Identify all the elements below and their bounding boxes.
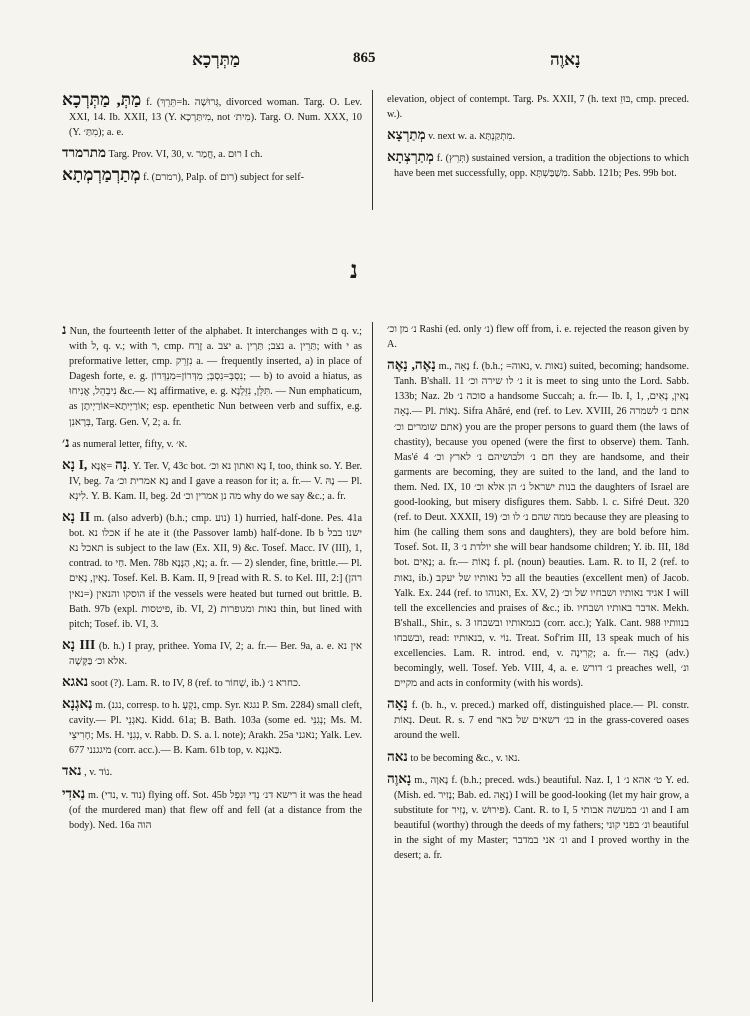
entry	[62, 167, 362, 185]
entry-headword: נ׳	[62, 434, 70, 450]
entry	[387, 696, 689, 743]
entry-body: f. (b. h., v. preced.) marked off, distinguished place.— Pl. constr. נְאוֹת. Deut. R. s. 7 end בנ׳ דשאים של באר in the grass-covered oases around the well.	[394, 700, 690, 742]
entry-body: m. (נדי, v. נוד) flying off. Sot. 45b רישא דנ׳ נְדִי וּנִפְל it was the head (of the murdered man) that flew off and fell (at a distance from the body). Ned. 16a הוה	[69, 789, 363, 831]
entry-headword: נָא III	[62, 636, 96, 652]
entry-headword: נאגא	[62, 673, 89, 689]
entry	[62, 763, 362, 780]
entry-body: נ׳ מן וכ׳ Rashi (ed. only נ׳) flew off from, i. e. rejected the reason given by A.	[387, 324, 689, 351]
entry-body: m. (also adverb) (b.h.; cmp. נוע) 1) hurried, half-done. Pes. 41a bot. אכלו נא if he ate it (the Passover lamb) half-done. Ib b ישנו בבל תאכל נא is subject to the law (Ex. XII, 9) &c. Tosef. Macc. IV (III), 1, contrad. to חַי. Men. 78b נָא, הַנָּנָא; a. fr. — 2) slender, fine, brittle.— Pl. נָאִין, נָאִים. Tosef. Kel. B. Kam. II, 9 [read with R. S. to Kel. III, 2:] (רהן נאין=) הוסקו והנאין if the vessels were heated but turned out brittle. B. Bath. 97b (expl. פיטסות, ib. VI, 2) נאות ומגופרות thin, but lined with pitch; Tosef. ib. VI, 3.	[69, 513, 363, 630]
column-rule-top	[372, 90, 373, 210]
entry-body: =אֲנָא. Y. Ter. V, 43c bot. נָא ואתון נא וכ׳ I, too, think so. Y. Ber. IV, beg. 7a נָא אמרית וכ׳ and I gave a reason for it; a. fr.— V. נָהּ — Pl. לִינְא. Y. B. Kam. II, beg. 2d מה נן אמרין וכ׳ why do we say &c.; a. fr.	[69, 460, 363, 502]
entry	[387, 771, 689, 864]
entry	[62, 457, 362, 504]
entry-headword: נָא I, נָה	[62, 456, 128, 472]
page-number: 865	[353, 50, 376, 66]
entry-headword: נָאֶה, נָאֶה	[387, 357, 436, 373]
entry-body: elevation, object of contempt. Targ. Ps. XXII, 7 (h. text בּוּזֵ, cmp. preced. w.).	[387, 94, 690, 121]
entry-body: to be becoming &c., v. נאו.	[410, 752, 520, 764]
entry	[62, 145, 362, 162]
entry-headword: נאה	[387, 748, 408, 764]
left-column	[62, 322, 362, 838]
entry	[62, 435, 362, 452]
entry-headword: נ	[62, 322, 67, 337]
entry-body: , v. נוֹד.	[84, 767, 113, 779]
right-guide-word: נָאוֶה	[550, 50, 581, 69]
entry-headword: נַאדִי	[62, 785, 86, 801]
entry-headword: מְתַרְמַרְמְתָא	[62, 165, 141, 185]
entry-body: m., נָאָה f. (b.h.; =נאוה, v. נאות) suited, becoming; handsome. Tanh. B'shall. 11 נ׳ לו שירה וכ׳ it is meet to sing unto the Lord. Sabb. 133b; Naz. 2b סוכה נ׳ a handsome Succah; a. fr.— Ib. I, 1, נָאִין, נָאִים, נָאָה.— Pl. נָאוֹת. Sifra Ahăré, end (ref. to Lev. XVIII, 26 אתם נ׳ לשמרה אתם שומרים וכ׳) you are the proper persons to guard them (the laws of chastity), because you opened (were the first to observe) them. Tanh. Mas'é 4 חם נ׳ ולבושיהם נ׳ לארץ וכ׳ they are handsome, and their garments are becoming, they are suited to the land, and the land to them. Ned. IX, 10 בנות ישראל נ׳ הן אלא וכ׳ the daughters of Israel are good-looking, but misery disfigures them. Sabb. l. c. Sifré Deut. 320 (ref. to Deut. XXXII, 19) ממה שהם נ׳ לו וכ׳ because they are pleasing to him (he calling them sons and daughters), they are bold before him. Tosef. Sot. II, 3 יולדת נ׳ she will bear handsome children; Y. ib. III, 18d bot. נָאִים; a. fr.— נָאוֹת f. pl. (noun) beauties. Lam. R. to II, 2 (ref. to נאות, ib.) כל נאותיו של יעקב all the beauties (excellent men) of Jacob. Yalk. Ex. 244 (ref. to ואנוהו, Ex. XV, 2) אגיד נאותיו ושבחיו של וכ׳ I will tell the excellencies and praises of &c.; ib. אדבר באותיו ושבחיו. Mekh. B'shall., Shir., s. 3 בנמאותיו ובשבחו (corr. acc.); Yalk. Cant. 988 בנוותיו ובשבחו, read: בנאותיו, v. נוֹי. Treat. Sof'rim III, 13 speak much of his excellencies. Lam. R. introd. end, v. קְרִינָה; a. fr.— נָאָה (adv.) becomingly, well. Tosef. Yeb. VIII, 4, a. e. נ׳ דורש preaches well, ונ׳ מקיים and acts in conformity (with his words).	[394, 361, 690, 690]
entry	[62, 509, 362, 632]
top-left-column	[62, 92, 362, 190]
entry-continuation	[387, 92, 689, 122]
entry-body: m., נָאוָה f. (b.h.; preced. wds.) beautiful. Naz. I, 1 ט׳ אהא נ׳ Y. ed. (Mish. ed. נָזִיר; Bab. ed. נָאָה) I will be good-looking (let my hair grow, a substitute for נָזִיר, v. פירוּשׁ). Cant. R. to I, 5 ונ׳ במעשה אבותי and I am beautiful (worthy) through the deeds of my fathers; ונ׳ בפני קוני beautiful in the sight of my Master; ונ׳ אני במדבר and I proved worthy in the desert; a. fr.	[394, 774, 690, 862]
entry-headword: נָא II	[62, 509, 91, 525]
entry-headword: מתרמרד	[62, 145, 106, 161]
section-letter-nun: נ	[350, 258, 358, 284]
entry	[62, 674, 362, 691]
entry-headword: נָאָה	[387, 696, 408, 712]
entry-body: v. next w. a. מִתְקַנְתָּא.	[428, 131, 516, 143]
entry-body: (b. h.) I pray, prithee. Yoma IV, 2; a. fr.— Ber. 9a, a. e. אין נא אלא וכ׳ בַּקָּשָׁה.	[69, 640, 362, 667]
entry-body: Targ. Prov. VI, 30, v. חֲמַר, a. רוּם I ch.	[108, 149, 263, 161]
entry	[387, 127, 689, 144]
entry-headword: מְתַרְצְתָא	[387, 149, 434, 165]
entry-body: f. (תֵּרֵךְ=h. גְּרוּשָׁה, divorced woman. Targ. O. Lev. XXI, 14. Ib. XXII, 13 (Y. מִיתַּרְכָא, not מִית׳). Targ. O. Num. XXX, 10 (Y. מִתַּ׳); a. e.	[69, 97, 363, 139]
entry-body: soot (?). Lam. R. to IV, 8 (ref. to שְׁחוֹר, ib.) כחרא נ׳.	[90, 677, 301, 689]
entry-body: f. (תְּרֵץ) sustained version, a tradition the objections to which have been met successfully, opp. מִשַׁבַּשְׁתָּא. Sabb. 121b; Pes. 99b bot.	[394, 153, 690, 180]
entry-headword: נָאוֶה	[387, 770, 412, 786]
entry	[62, 786, 362, 833]
entry-body: m. (נגנ, corresp. to h. נִקְעָ, cmp. Syr. נגגא P. Sm. 2284) small cleft, cavity.— Pl. נַאגְנֵי. Kidd. 61a; B. Bath. 103a (some ed. נְגִנֵּי; Ms. M. חָרִיצֵי; Ms. H. נְגִנֵּי, v. Rabb. D. S. a. l. note); Arakh. 25a נאגני; Yalk. Lev. 677 מיגגנני (corr. acc.).— B. Kam. 61b top, v. בַּאגְנָא.	[69, 700, 363, 757]
entry-body: Nun, the fourteenth letter of the alphabet. It interchanges with ם q. v.; with ל, q. v.; with ר, cmp. זֶרַח a. יצב a. נצב; תַּרְין a. תַּרֵין; with י as preformative letter, cmp. נִזְרֵק a. — frequently inserted, a) in place of Dagesh forte, e. g. נִסְבְּ=נִסְבְּ; מִדְּרוֹן=מִנְדְּרוֹן; — b) to avoid a hiatus, as נִיבְהֵל, אֲנִיחוּ &c.— נָא affirmative, e. g. תִּלֵּן, נִזֵּלְנָא. — Nun emphaticum, as אוֹרַיְיתָא=אוֹרַיְיתָן; esp. epenthetic Nun between verb and suffix, e.g. בְּרָאנִן, Targ. Gen. V, 2; a. fr.	[69, 326, 363, 428]
right-column	[387, 322, 689, 868]
entry	[387, 749, 689, 766]
entry	[62, 637, 362, 669]
entry	[387, 357, 689, 691]
entry-headword: מְתַרְצָא	[387, 127, 426, 143]
entry-body: f. (רמרם), Palp. of רום) subject for self-	[143, 172, 305, 184]
top-right-column	[387, 92, 689, 186]
entry-continuation	[387, 322, 689, 352]
entry	[62, 696, 362, 758]
entry	[62, 322, 362, 430]
entry	[62, 92, 362, 140]
entry-headword: מַתְּ, מַתְּרְכָא	[62, 90, 142, 109]
left-guide-word: מַתְּרְכָא	[192, 50, 241, 69]
column-rule-main	[372, 322, 373, 1002]
entry-body: as numeral letter, fifty, v. א׳.	[72, 438, 188, 450]
running-head	[60, 50, 670, 74]
entry-headword: נאד	[62, 763, 82, 779]
entry-headword: נַאגְנָא	[62, 696, 93, 712]
entry	[387, 149, 689, 181]
